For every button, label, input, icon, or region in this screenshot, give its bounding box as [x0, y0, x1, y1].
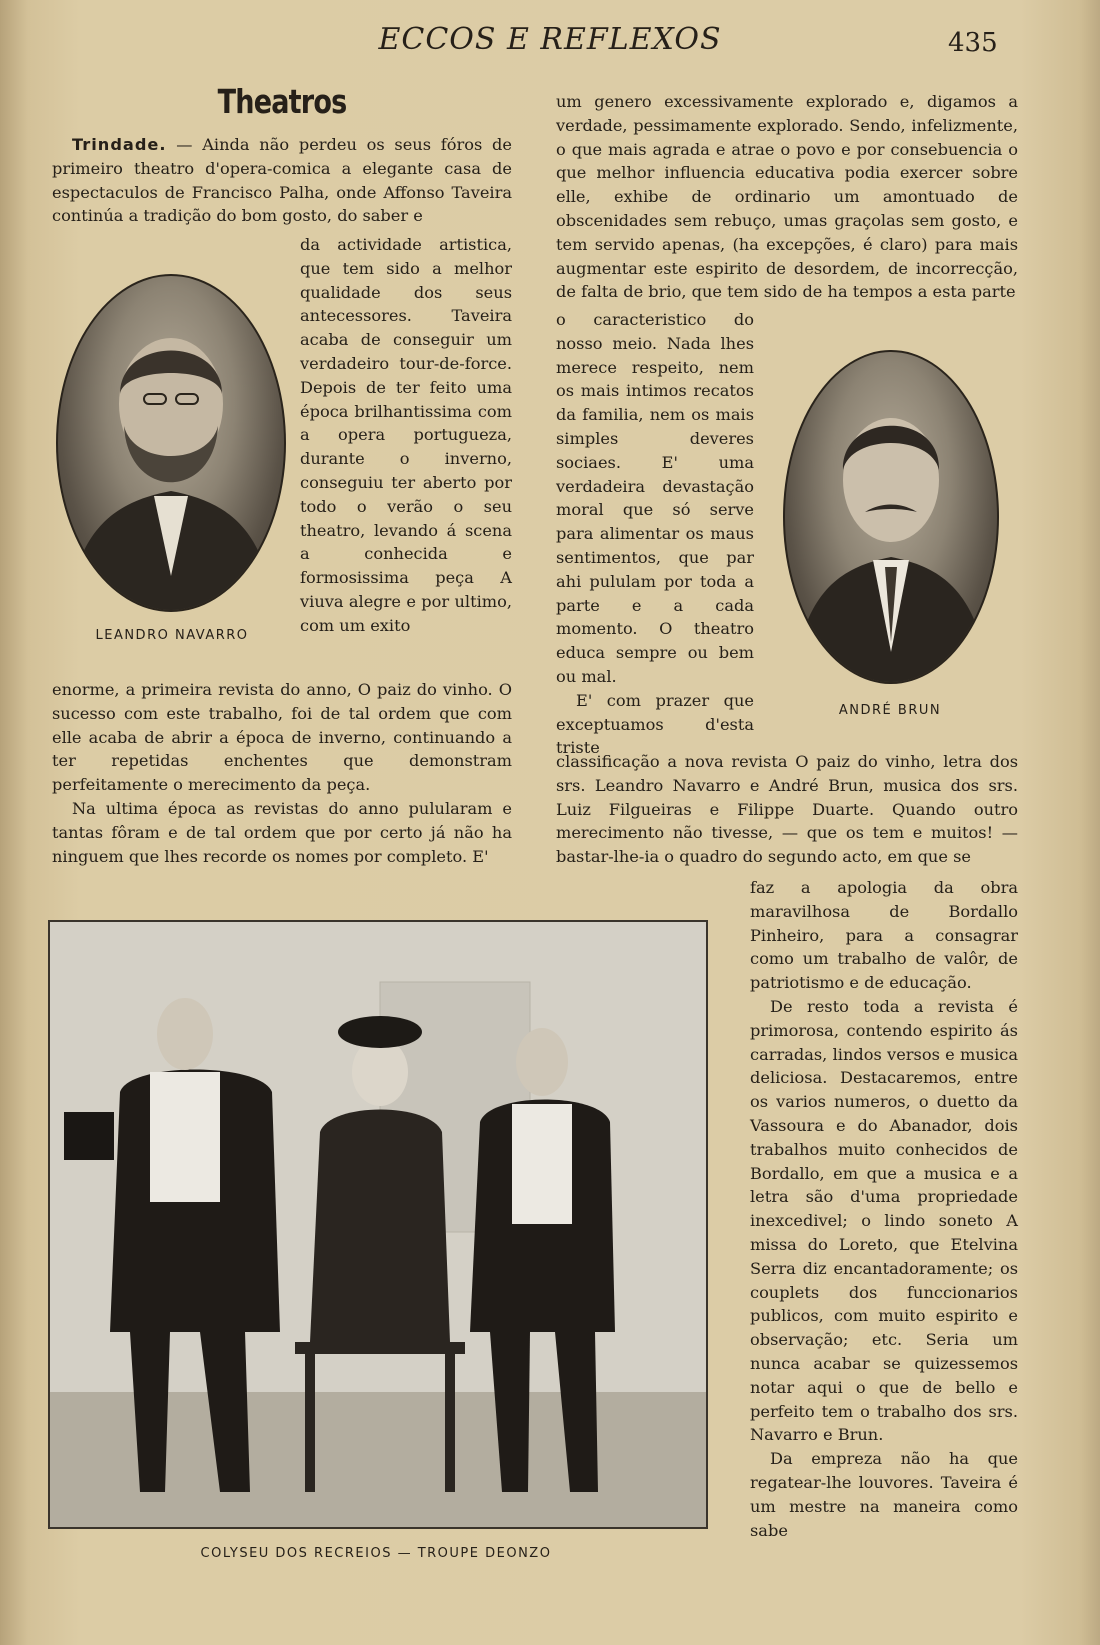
wrap-paragraph: da actividade artistica, que tem sido a melhor qualidade dos seus antecessores. Taveira acaba de conseguir um verdadeiro tour-de-force. Depois de ter feito uma época brilhantissima com a opera portugueza, durante o inverno, conseguiu ter aberto por todo o verão o seu theatro, levando á scena a conhecida e formosissima peça A viuva alegre e por ultimo, com um exito — [300, 235, 512, 635]
paragraph-caracteristico: o caracteristico do nosso meio. Nada lhes merece respeito, nem os mais intimos recatos da familia, nem os mais simples deveres sociaes. E' uma verdadeira devastação moral que só serve para alimentar os maus sentimentos, que par ahi pululam por toda a parte e a cada momento. O theatro educa sempre ou bem ou mal. — [556, 310, 754, 686]
running-title: ECCOS E REFLEXOS — [378, 22, 722, 57]
intro-paragraph: — Ainda não perdeu os seus fóros de primeiro theatro d'opera-comica a elegante casa de espectaculos de Francisco Palha, onde Affonso Taveira continúa a tradição do bom gosto, do saber e — [52, 135, 512, 226]
page-number: 435 — [948, 28, 998, 58]
paragraph-prazer: E' com prazer que exceptuamos d'esta triste — [556, 690, 754, 758]
left-column-wrap — [300, 233, 512, 638]
caption-andre-brun: ANDRÉ BRUN — [838, 703, 942, 718]
right-column-top — [556, 90, 1018, 304]
portrait-figure-icon — [785, 352, 997, 682]
right-column-full — [556, 750, 1018, 869]
caption-group-photo: COLYSEU DOS RECREIOS — TROUPE DEONZO — [200, 1546, 552, 1561]
paragraph-resto: De resto toda a revista é primorosa, contendo espirito ás carradas, lindos versos e musica deliciosa. Destacaremos, entre os varios numeros, o duetto da Vassoura e do Abanador, dois trabalhos muito conhecidos de Bordallo, em que a musica e a letra são d'uma propriedade inexcedivel; o lindo soneto A missa do Loreto, que Etelvina Serra diz encantadoramente; os couplets dos funccionarios publicos, com muito espirito e observação; etc. Seria um nunca acabar se quizessemos notar aqui o que de bello e perfeito tem o trabalho dos srs. Navarro e Brun. — [750, 996, 1018, 1445]
group-photo-troupe — [48, 920, 708, 1529]
portrait-andre-brun — [783, 350, 999, 684]
group-photo-figures-icon — [50, 922, 706, 1527]
right-column-wrap — [556, 308, 754, 760]
paragraph-ultima-epoca: Na ultima época as revistas do anno pulularam e tantas fôram e de tal ordem que por certo já não ha ninguem que lhes recorde os nomes por completo. E' — [52, 798, 512, 866]
caption-leandro-navarro: LEANDRO NAVARRO — [95, 628, 249, 643]
left-column-intro — [52, 133, 512, 228]
runin-heading: Trindade. — [72, 135, 167, 154]
right-column-narrow — [750, 876, 1018, 1542]
paragraph-revista: enorme, a primeira revista do anno, O paiz do vinho. O sucesso com este trabalho, foi de tal ordem que com elle acaba de abrir a época de inverno, continuando a ter repetidas enchentes que demonstram perfeitamente o merecimento da peça. — [52, 680, 512, 795]
portrait-figure-icon — [58, 276, 284, 610]
section-title: Theatros — [217, 82, 347, 121]
left-column-full — [52, 678, 512, 868]
paragraph-empreza: Da empreza não ha que regatear-lhe louvores. Taveira é um mestre na maneira como sabe — [750, 1449, 1018, 1540]
portrait-leandro-navarro — [56, 274, 286, 612]
paragraph-classificacao: classificação a nova revista O paiz do vinho, letra dos srs. Leandro Navarro e André Brun, musica dos srs. Luiz Filgueiras e Filippe Duarte. Quando outro merecimento não tivesse, — que os tem e muitos! — bastar-lhe-ia o quadro do segundo acto, em que se — [556, 752, 1018, 867]
paragraph-genero: um genero excessivamente explorado e, digamos a verdade, pessimamente explorado. Sendo, infelizmente, o que mais agrada e atrae o povo e por consebuencia o que melhor influencia educativa podia exercer sobre elle, exhibe de ordinario um amontuado de obscenidades sem rebuço, umas graçolas sem gosto, e tem servido apenas, (ha excepções, é claro) para mais augmentar este espirito de desordem, de incorrecção, de falta de brio, que tem sido de ha tempos a esta parte — [556, 92, 1018, 302]
paragraph-apologia: faz a apologia da obra maravilhosa de Bordallo Pinheiro, para a consagrar como um trabalho de valôr, de patriotismo e de educação. — [750, 878, 1018, 993]
